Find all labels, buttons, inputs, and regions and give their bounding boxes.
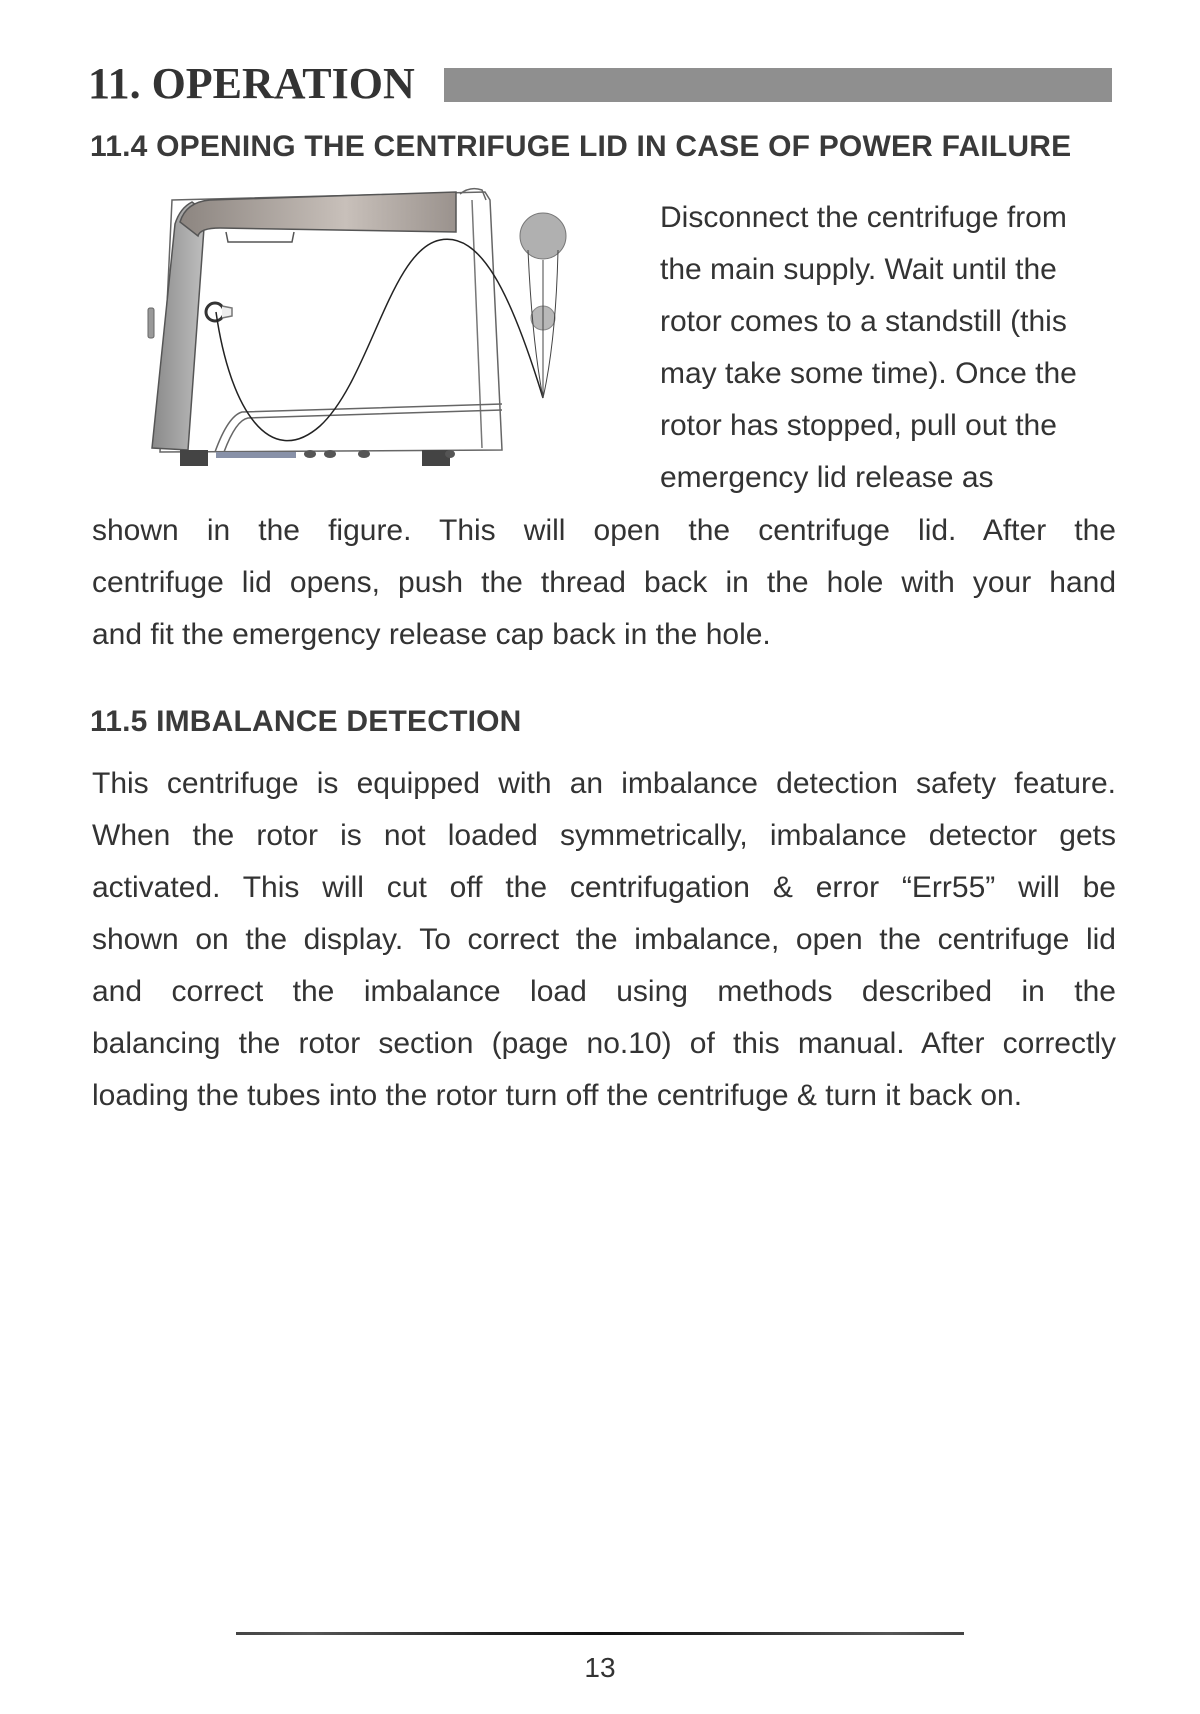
text-line: rotor has stopped, pull out the	[660, 409, 1057, 442]
section-heading-11-5: 11.5 IMBALANCE DETECTION	[90, 705, 522, 738]
section-heading-11-4: 11.4 OPENING THE CENTRIFUGE LID IN CASE OF POWER FAILURE	[90, 130, 1072, 163]
text-line: and correct the imbalance load using methods described in the	[92, 975, 1116, 1008]
text-line: and fit the emergency release cap back in the hole.	[92, 618, 771, 651]
text-line: When the rotor is not loaded symmetrically, imbalance detector gets	[92, 819, 1116, 852]
text-line: This centrifuge is equipped with an imbalance detection safety feature.	[92, 767, 1116, 800]
text-line: shown in the figure. This will open the centrifuge lid. After the	[92, 514, 1116, 547]
text-line: the main supply. Wait until the	[660, 253, 1057, 286]
page-number: 13	[584, 1652, 616, 1683]
foot-front	[180, 450, 208, 466]
title-bar	[444, 68, 1112, 102]
text-line: activated. This will cut off the centrifugation & error “Err55” will be	[92, 871, 1116, 904]
section-11-4-wrapped-paragraph	[660, 192, 1122, 504]
centrifuge-illustration-icon	[120, 180, 610, 500]
chapter-title: 11. OPERATION	[88, 59, 415, 108]
text-line: balancing the rotor section (page no.10) of this manual. After correctly	[92, 1027, 1116, 1060]
text-line: loading the tubes into the rotor turn off the centrifuge & turn it back on.	[92, 1079, 1023, 1112]
text-line: shown on the display. To correct the imbalance, open the centrifuge lid	[92, 923, 1116, 956]
centrifuge-emergency-release-figure	[120, 180, 610, 500]
text-line: centrifuge lid opens, push the thread back in the hole with your hand	[92, 566, 1116, 599]
section-11-4-paragraph-continued	[92, 505, 1116, 661]
text-line: may take some time). Once the	[660, 357, 1077, 390]
section-11-5-paragraph	[92, 758, 1116, 1122]
text-line: rotor comes to a standstill (this	[660, 305, 1067, 338]
release-cap-large	[520, 213, 566, 259]
footer-divider	[236, 1632, 964, 1635]
text-line: Disconnect the centrifuge from	[660, 201, 1067, 234]
emergency-release-hole	[206, 303, 224, 321]
text-line: emergency lid release as	[660, 461, 994, 494]
